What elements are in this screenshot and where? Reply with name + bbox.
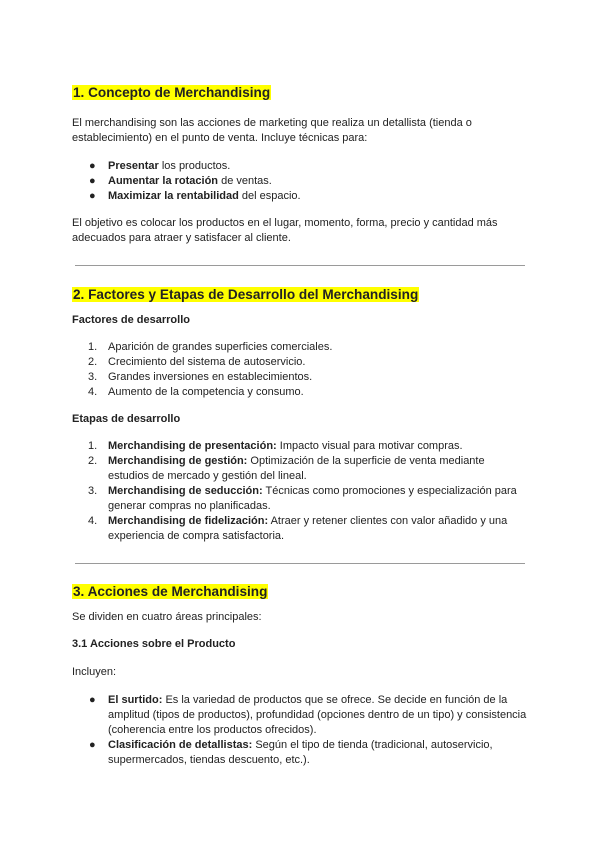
- section-3-intro: Se dividen en cuatro áreas principales:: [72, 611, 262, 623]
- list-bold: Merchandising de seducción:: [108, 485, 263, 497]
- section-2-heading: [72, 286, 528, 303]
- list-bold: Merchandising de gestión:: [108, 455, 248, 467]
- bullet-text: Es la variedad de productos que se ofrece. Se decide en función de la amplitud (tipos de productos), profundidad (opciones dentro de un tipo) y consistencia (coherencia entre los productos ofrecidos).: [108, 694, 527, 736]
- bullet-text: del espacio.: [238, 190, 301, 202]
- list-number: 1.: [88, 440, 98, 452]
- list-item: [72, 159, 528, 174]
- section-2-title: 2. Factores y Etapas de Desarrollo del Merchandising: [73, 287, 419, 302]
- section-1-intro: El merchandising son las acciones de marketing que realiza un detallista (tienda o establecimiento) en el punto de venta. Incluye técnicas para:: [72, 117, 472, 144]
- bullet-icon: ●: [89, 190, 96, 202]
- bullet-bold: Aumentar la rotación: [108, 175, 219, 187]
- list-bold: Merchandising de presentación:: [108, 440, 277, 452]
- factors-heading: Factores de desarrollo: [72, 314, 190, 326]
- list-item: [72, 738, 528, 768]
- list-item: [72, 189, 528, 204]
- list-text: Aumento de la competencia y consumo.: [108, 386, 304, 398]
- bullet-icon: ●: [89, 160, 96, 172]
- list-number: 2.: [88, 455, 98, 467]
- section-1-heading: [72, 84, 528, 101]
- bullet-text: los productos.: [158, 160, 231, 172]
- section-1-objective: El objetivo es colocar los productos en el lugar, momento, forma, precio y cantidad más adecuados para atraer y satisfacer al cliente.: [72, 217, 498, 244]
- list-number: 4.: [88, 515, 98, 527]
- section-1-title: 1. Concepto de Merchandising: [73, 85, 271, 100]
- list-item: [72, 693, 528, 738]
- list-text: Técnicas como promociones y especialización para generar compras no planificadas.: [108, 485, 517, 512]
- section-1-bullet-list: [72, 159, 528, 204]
- section-3-heading: [72, 583, 528, 600]
- list-bold: Merchandising de fidelización:: [108, 515, 269, 527]
- list-item: [72, 454, 528, 484]
- stages-heading: Etapas de desarrollo: [72, 413, 181, 425]
- list-item: [72, 484, 528, 514]
- section-3-bullet-list: [72, 693, 528, 768]
- list-item: [72, 340, 528, 355]
- bullet-text: de ventas.: [218, 175, 272, 187]
- bullet-bold: Presentar: [108, 160, 159, 172]
- bullet-bold: Maximizar la rentabilidad: [108, 190, 239, 202]
- bullet-icon: ●: [89, 694, 96, 706]
- list-text: Crecimiento del sistema de autoservicio.: [108, 356, 306, 368]
- section-divider: [75, 563, 525, 564]
- list-text: Aparición de grandes superficies comerciales.: [108, 341, 333, 353]
- bullet-bold: El surtido:: [108, 694, 163, 706]
- bullet-bold: Clasificación de detallistas:: [108, 739, 253, 751]
- list-number: 4.: [88, 386, 98, 398]
- list-text: Grandes inversiones en establecimientos.: [108, 371, 313, 383]
- list-number: 3.: [88, 485, 98, 497]
- list-item: [72, 174, 528, 189]
- list-number: 1.: [88, 341, 98, 353]
- factors-list: [72, 340, 528, 400]
- stages-list: [72, 439, 528, 544]
- section-3-title: 3. Acciones de Merchandising: [73, 584, 268, 599]
- bullet-icon: ●: [89, 739, 96, 751]
- bullet-icon: ●: [89, 175, 96, 187]
- list-text: Optimización de la superficie de venta mediante estudios de mercado y gestión del lineal.: [108, 455, 485, 482]
- list-item: [72, 370, 528, 385]
- list-number: 3.: [88, 371, 98, 383]
- section-3-1-heading: 3.1 Acciones sobre el Producto: [72, 638, 236, 650]
- document-body: [72, 84, 528, 768]
- list-text: Atraer y retener clientes con valor añadido y una experiencia de compra satisfactoria.: [108, 515, 508, 542]
- list-text: Impacto visual para motivar compras.: [276, 440, 463, 452]
- list-item: [72, 514, 528, 544]
- list-item: [72, 385, 528, 400]
- list-item: [72, 439, 528, 454]
- section-3-includes: Incluyen:: [72, 666, 117, 678]
- list-number: 2.: [88, 356, 98, 368]
- bullet-text: Según el tipo de tienda (tradicional, autoservicio, supermercados, tiendas descuento, etc.).: [108, 739, 493, 766]
- section-divider: [75, 265, 525, 266]
- list-item: [72, 355, 528, 370]
